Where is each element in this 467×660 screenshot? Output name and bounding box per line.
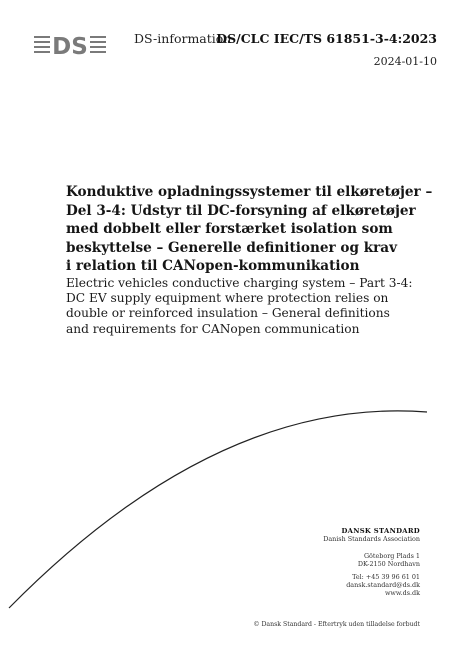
document-number: DS/CLC IEC/TS 61851-3-4:2023 — [216, 31, 437, 46]
title-english-line: Electric vehicles conductive charging system – Part 3-4: — [66, 276, 413, 290]
address-line: Göteborg Plads 1 — [363, 551, 420, 560]
publication-date: 2024-01-10 — [373, 55, 437, 68]
organization-name: DANSK STANDARD — [341, 527, 420, 535]
address-line: DK-2150 Nordhavn — [357, 560, 420, 569]
website: www.ds.dk — [384, 589, 420, 598]
document-type: DS-information — [134, 31, 232, 46]
title-english-line: and requirements for CANopen communication — [66, 321, 360, 336]
logo-text: DS — [52, 34, 88, 57]
title-english-line: double or reinforced insulation – General definitions — [66, 306, 390, 321]
organization-subtitle: Danish Standards Association — [323, 535, 420, 544]
title-danish-line: med dobbelt eller forstærket isolation som — [66, 221, 393, 238]
title-danish-line: Konduktive opladningssystemer til elkøretøjer – — [66, 184, 433, 200]
organization-block — [323, 527, 420, 598]
title-danish-line: beskyttelse – Generelle definitioner og krav — [66, 239, 397, 256]
phone-number: Tel: +45 39 96 61 01 — [352, 572, 420, 581]
email-address: dansk.standard@ds.dk — [346, 581, 420, 590]
copyright-notice: © Dansk Standard - Eftertryk uden tilladelse forbudt — [253, 621, 420, 628]
title-english-line: DC EV supply equipment where protection relies on — [66, 291, 389, 306]
title-danish-line: Del 3-4: Udstyr til DC-forsyning af elkøretøjer — [66, 202, 416, 219]
title-danish-line: i relation til CANopen-kommunikation — [66, 258, 360, 275]
